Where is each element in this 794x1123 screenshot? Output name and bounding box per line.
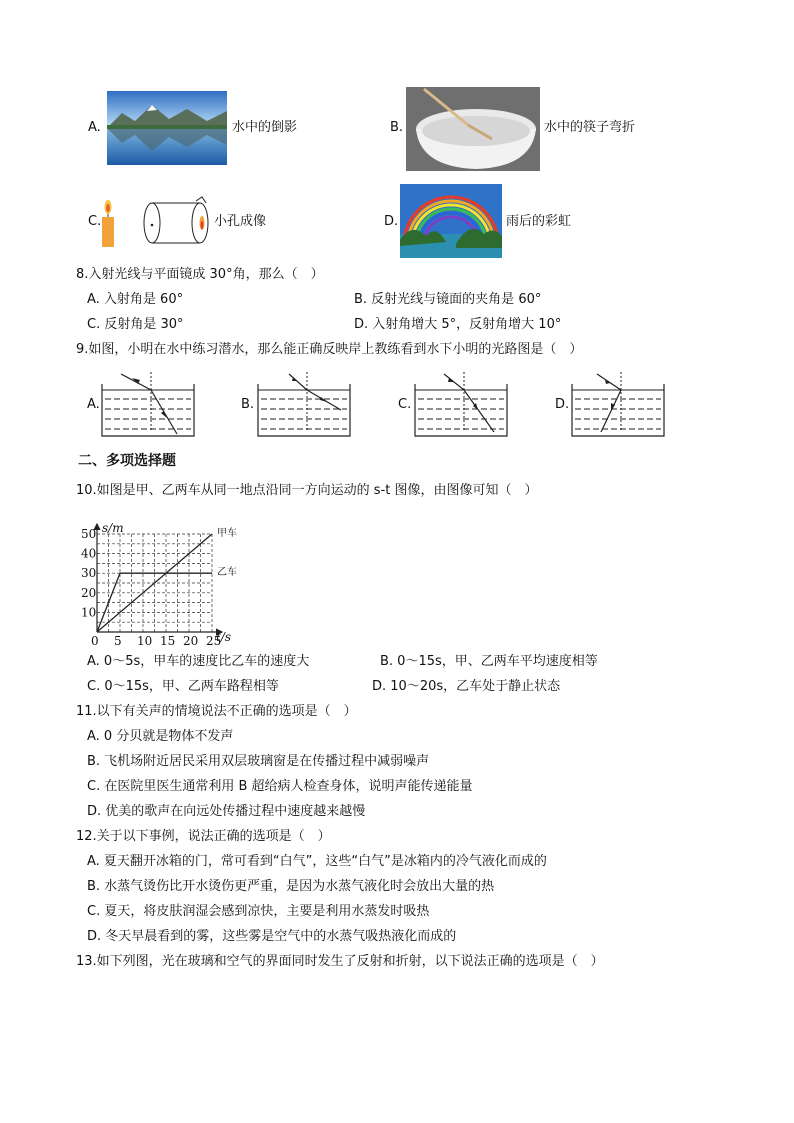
q9-option-a-label: A. bbox=[87, 397, 100, 412]
q7-option-a-caption: 水中的倒影 bbox=[232, 120, 298, 135]
q8-option-d: D. 入射角增大 5°，反射角增大 10° bbox=[354, 317, 562, 332]
q11-option-b: B. 飞机场附近居民采用双层玻璃窗是在传播过程中减弱噪声 bbox=[87, 754, 430, 769]
q7-option-d-label: D. bbox=[384, 214, 399, 229]
light-path-diagram-b bbox=[257, 372, 351, 438]
light-path-diagram-c bbox=[414, 372, 508, 438]
section-title: 二、多项选择题 bbox=[78, 453, 176, 469]
q12-option-d: D. 冬天早晨看到的雾，这些雾是空气中的水蒸气吸热液化而成的 bbox=[87, 929, 457, 944]
chopsticks-in-bowl-image bbox=[406, 87, 540, 171]
q9-option-d-label: D. bbox=[555, 397, 570, 412]
x-tick-label: 25 bbox=[206, 634, 222, 647]
q10-option-b: B. 0～15s，甲、乙两车平均速度相等 bbox=[380, 654, 598, 669]
q9-stem: 9.如图，小明在水中练习潜水，那么能正确反映岸上教练看到水下小明的光路图是（ ） bbox=[76, 342, 583, 357]
light-path-diagram-a bbox=[101, 372, 195, 438]
q8-stem: 8.入射光线与平面镜成 30°角，那么（ ） bbox=[76, 267, 324, 282]
q7-option-c-label: C. bbox=[88, 214, 102, 229]
series-label-1: 甲车 bbox=[217, 528, 237, 539]
rainbow-image bbox=[400, 184, 502, 258]
q11-option-c: C. 在医院里医生通常利用 B 超给病人检查身体，说明声能传递能量 bbox=[87, 779, 473, 794]
q8-option-a: A. 入射角是 60° bbox=[87, 292, 184, 307]
q7-option-a-label: A. bbox=[88, 120, 101, 135]
q11-stem: 11.以下有关声的情境说法不正确的选项是（ ） bbox=[76, 704, 357, 719]
q11-option-a: A. 0 分贝就是物体不发声 bbox=[87, 729, 234, 744]
x-tick-label: 0 bbox=[91, 634, 99, 647]
q7-option-d-caption: 雨后的彩虹 bbox=[506, 214, 572, 229]
y-tick-label: 40 bbox=[81, 546, 97, 561]
q10-stem: 10.如图是甲、乙两车从同一地点沿同一方向运动的 s-t 图像，由图像可知（ ） bbox=[76, 483, 538, 498]
q7-option-b-caption: 水中的筷子弯折 bbox=[544, 120, 636, 135]
q10-option-d: D. 10～20s，乙车处于静止状态 bbox=[372, 679, 561, 694]
q10-option-a: A. 0～5s，甲车的速度比乙车的速度大 bbox=[87, 654, 310, 669]
x-tick-label: 20 bbox=[183, 634, 199, 647]
q12-option-a: A. 夏天翻开冰箱的门，常可看到“白气”，这些“白气”是冰箱内的冷气液化而成的 bbox=[87, 854, 547, 869]
q12-option-c: C. 夏天，将皮肤润湿会感到凉快，主要是利用水蒸发时吸热 bbox=[87, 904, 430, 919]
q9-option-c-label: C. bbox=[398, 397, 412, 412]
q9-option-b-label: B. bbox=[241, 397, 255, 412]
y-tick-label: 30 bbox=[81, 566, 97, 581]
q10-option-c: C. 0～15s，甲、乙两车路程相等 bbox=[87, 679, 279, 694]
q12-option-b: B. 水蒸气烫伤比开水烫伤更严重，是因为水蒸气液化时会放出大量的热 bbox=[87, 879, 495, 894]
q8-option-c: C. 反射角是 30° bbox=[87, 317, 184, 332]
y-axis-label: s/m bbox=[102, 521, 124, 535]
y-tick-label: 20 bbox=[81, 585, 97, 600]
series-label-2: 乙车 bbox=[217, 567, 237, 579]
q11-option-d: D. 优美的歌声在向远处传播过程中速度越来越慢 bbox=[87, 804, 366, 819]
x-tick-label: 10 bbox=[137, 634, 153, 647]
q7-option-b-label: B. bbox=[390, 120, 404, 135]
y-tick-label: 50 bbox=[81, 527, 97, 541]
q7-option-c-caption: 小孔成像 bbox=[214, 214, 267, 229]
x-tick-label: 15 bbox=[160, 634, 176, 647]
lake-reflection-image bbox=[107, 91, 227, 165]
q12-stem: 12.关于以下事例，说法正确的选项是（ ） bbox=[76, 829, 331, 844]
light-path-diagram-d bbox=[571, 372, 665, 438]
pinhole-camera-diagram bbox=[100, 195, 212, 251]
x-tick-label: 5 bbox=[114, 634, 122, 647]
x-axis-label: t/s bbox=[216, 630, 232, 644]
s-t-graph-svg bbox=[72, 505, 272, 647]
s-t-graph bbox=[72, 505, 272, 647]
y-tick-label: 10 bbox=[81, 605, 97, 620]
q8-option-b: B. 反射光线与镜面的夹角是 60° bbox=[354, 292, 542, 307]
q13-stem: 13.如下列图，光在玻璃和空气的界面同时发生了反射和折射，以下说法正确的选项是（ ） bbox=[76, 954, 604, 969]
